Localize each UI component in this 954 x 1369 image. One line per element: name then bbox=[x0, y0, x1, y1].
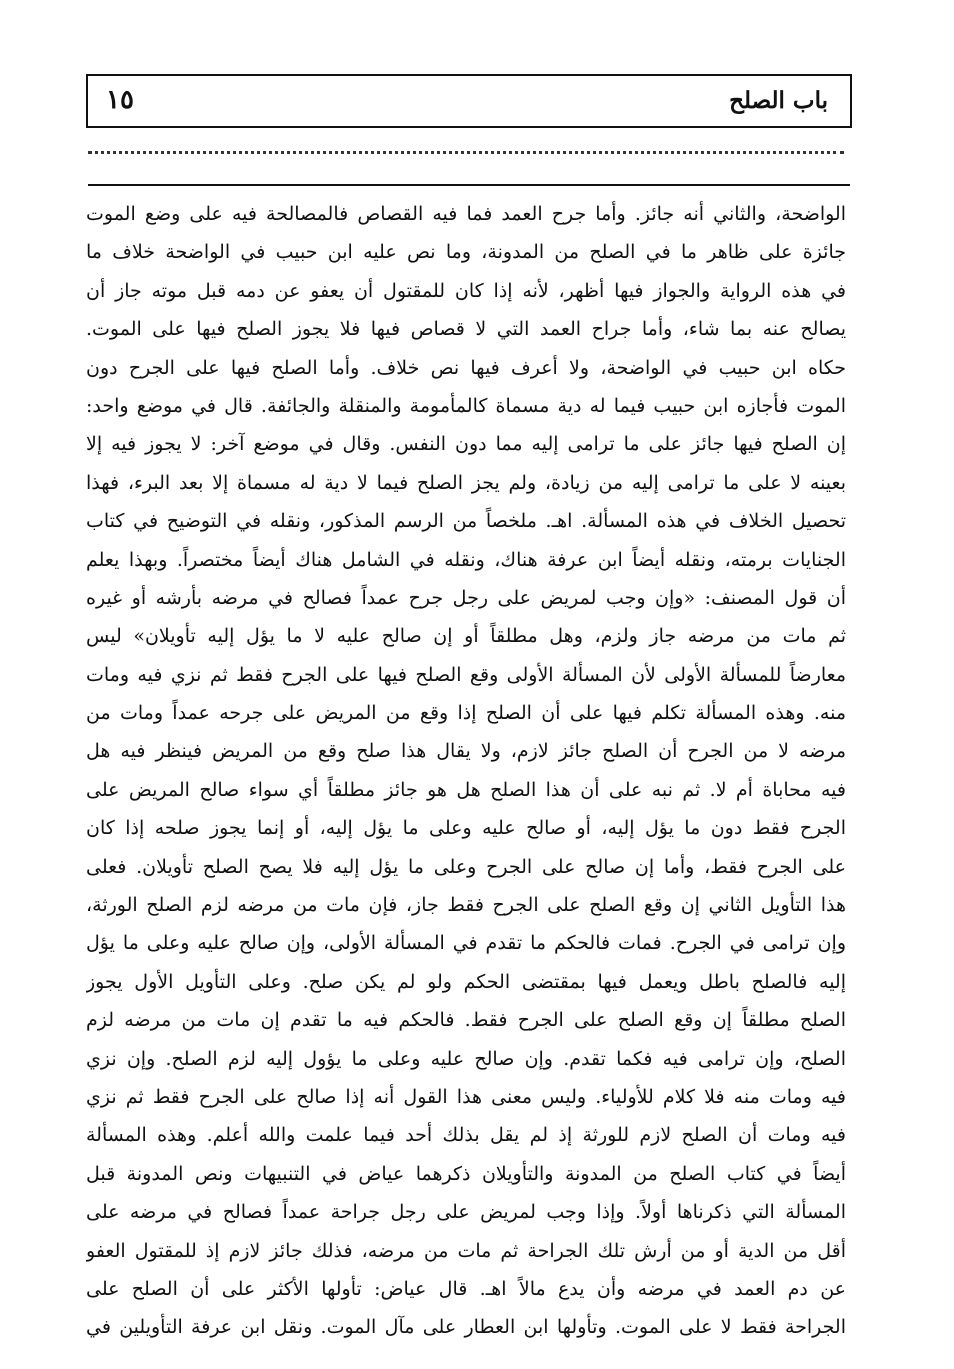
text-line: تحصيل الخلاف في هذه المسألة. اهـ. ملخصاً من الرسم المذكور، ونقله في التوضيح في كتاب bbox=[86, 510, 846, 533]
text-line: فيه محاباة أم لا. ثم نبه على أن هذا الصلح هل هو جائز مطلقاً أي سواء صالح المريض على bbox=[86, 778, 846, 801]
text-line: المسألة التي ذكرناها أولاً. وإذا وجب لمريض على رجل جراحة عمداً فصالح في مرضه على bbox=[86, 1201, 846, 1224]
horizontal-rule bbox=[88, 184, 850, 186]
text-line: يصالح عنه بما شاء، وأما جراح العمد التي لا قصاص فيها فلا يجوز الصلح فيها على الموت. bbox=[86, 318, 846, 341]
text-line: هذا التأويل الثاني إن وقع الصلح على الجرح فقط جاز، فإن مات من مرضه لزم الصلح الورثة، bbox=[86, 894, 846, 917]
text-line: أيضاً في كتاب الصلح من المدونة والتأويلان ذكرهما عياض في التنبيهات ونص المدونة قبل bbox=[86, 1162, 846, 1185]
text-line: حكاه ابن حبيب في الواضحة، ولا أعرف فيها نص خلاف. وأما الصلح فيها على الجرح دون bbox=[86, 356, 846, 379]
text-line: عن دم العمد في مرضه وأن يدع مالاً اهـ. قال عياض: تأولها الأكثر على أن الصلح على bbox=[86, 1277, 846, 1300]
text-line: أقل من الدية أو من أرش تلك الجراحة ثم مات من مرضه، فذلك جائز لازم إذ للمقتول العفو bbox=[86, 1239, 846, 1262]
text-line: الجنايات برمته، ونقله أيضاً ابن عرفة هناك، ونقله في الشامل هناك أيضاً مختصراً. وبهذا يعلم bbox=[86, 548, 846, 571]
page-header bbox=[86, 74, 852, 128]
chapter-title: باب الصلح bbox=[729, 87, 828, 114]
text-line: فيه ومات منه فلا كلام للأولياء. وليس معنى هذا القول أنه إذا صالح على الجرح فقط ثم نزي bbox=[86, 1085, 846, 1108]
text-line: أن قول المصنف: «وإن وجب لمريض على رجل جرح عمداً فصالح في مرضه بأرشه أو غيره bbox=[86, 586, 846, 609]
text-line: الجرح فقط دون ما يؤل إليه، أو صالح عليه وعلى ما يؤل إليه، أو إنما يجوز صلحه إذا كان bbox=[86, 817, 846, 840]
text-line: وإن ترامى في الجرح. فمات فالحكم ما تقدم في المسألة الأولى، وإن صالح عليه وعلى ما يؤل bbox=[86, 932, 846, 955]
text-line: بعينه لا على ما ترامى إليه من زيادة، ولم يجز الصلح فيما لا دية له مسماة إلا بعد البرء، فهذا bbox=[86, 471, 846, 494]
text-line: في هذه الرواية والجواز فيها أظهر، لأنه إذا كان للمقتول أن يعفو عن دمه قبل موته جاز أن bbox=[86, 279, 846, 302]
text-line: الموت فأجازه ابن حبيب فيما له دية مسماة كالمأمومة والمنقلة والجائفة. قال في موضع واحد: bbox=[86, 394, 846, 417]
text-line: الجراحة فقط لا على الموت. وتأولها ابن العطار على مآل الموت. ونقل ابن عرفة التأويلين في bbox=[86, 1316, 846, 1339]
text-line: إن الصلح فيها جائز على ما ترامى إليه مما دون النفس. وقال في موضع آخر: لا يجوز فيه إلا bbox=[86, 433, 846, 456]
page-number: ١٥ bbox=[106, 85, 134, 115]
body-text bbox=[86, 195, 846, 1347]
text-line: على الجرح فقط، وأما إن صالح على الجرح وعلى ما يؤل إليه فلا يصح الصلح تأويلان. فعلى bbox=[86, 855, 846, 878]
text-line: إليه فالصلح باطل ويعمل فيها بمقتضى الحكم ولو لم يكن صلح. وعلى التأويل الأول يجوز bbox=[86, 970, 846, 993]
dotted-separator bbox=[88, 151, 844, 154]
text-line: معارضاً للمسألة الأولى لأن المسألة الأولى وقع الصلح فيها على الجرح فقط ثم نزي فيه ومات bbox=[86, 663, 846, 686]
text-line: الصلح، وإن ترامى فيه فكما تقدم. وإن صالح عليه وعلى ما يؤول إليه لزم الصلح. وإن نزي bbox=[86, 1047, 846, 1070]
text-line: الواضحة، والثاني أنه جائز. وأما جرح العمد فما فيه القصاص فالمصالحة فيه على وضع الموت bbox=[86, 203, 846, 225]
text-line: ثم مات من مرضه جاز ولزم، وهل مطلقاً أو إن صالح عليه لا ما يؤل إليه تأويلان» ليس bbox=[86, 625, 846, 648]
text-line: منه. وهذه المسألة تكلم فيها على أن الصلح إذا وقع من المريض على جرحه عمداً ومات من bbox=[86, 702, 846, 725]
text-line: الصلح مطلقاً إن وقع الصلح على الجرح فقط. فالحكم فيه ما تقدم إن مات من مرضه لزم bbox=[86, 1009, 846, 1032]
text-line: فيه ومات أن الصلح لازم للورثة إذ لم يقل بذلك أحد فيما علمت والله أعلم. وهذه المسألة bbox=[86, 1124, 846, 1147]
text-line: مرضه لا من الجرح أن الصلح جائز لازم، ولا يقال هذا صلح وقع من المريض فينظر فيه هل bbox=[86, 740, 846, 763]
text-line: جائزة على ظاهر ما في الصلح من المدونة، وما نص عليه ابن حبيب في الواضحة خلاف ما bbox=[86, 241, 846, 264]
